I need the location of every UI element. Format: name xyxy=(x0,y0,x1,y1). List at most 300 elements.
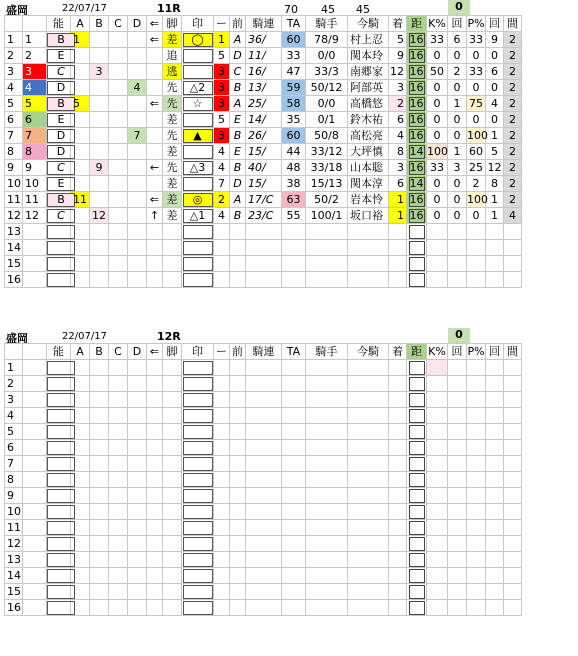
empty-cell[interactable] xyxy=(246,552,282,568)
col-a[interactable]: 1 xyxy=(71,32,90,48)
empty-cell[interactable] xyxy=(147,376,163,392)
empty-cell[interactable] xyxy=(504,360,522,376)
horse-row[interactable] xyxy=(5,80,522,96)
ta-score[interactable] xyxy=(282,240,306,256)
empty-cell[interactable] xyxy=(47,424,71,440)
column-header[interactable]: 間 xyxy=(504,344,522,360)
finish[interactable]: 3 xyxy=(389,80,407,96)
jockey-stats[interactable]: 33/3 xyxy=(306,64,348,80)
empty-cell[interactable] xyxy=(90,408,109,424)
empty-cell[interactable] xyxy=(147,360,163,376)
empty-cell[interactable] xyxy=(486,504,504,520)
column-header[interactable]: A xyxy=(71,344,90,360)
ta-score[interactable]: 33 xyxy=(282,48,306,64)
column-header[interactable]: ー xyxy=(214,344,230,360)
gate-number[interactable]: 10 xyxy=(23,176,47,192)
empty-cell[interactable] xyxy=(147,552,163,568)
empty-cell[interactable] xyxy=(182,600,214,616)
k-percent[interactable]: 0 xyxy=(427,48,448,64)
empty-cell[interactable] xyxy=(214,552,230,568)
gate-number[interactable] xyxy=(23,272,47,288)
gate-number[interactable]: 4 xyxy=(23,80,47,96)
empty-cell[interactable] xyxy=(407,584,427,600)
mark[interactable] xyxy=(182,176,214,192)
column-header[interactable] xyxy=(23,344,47,360)
row-number[interactable]: 6 xyxy=(5,440,23,456)
empty-cell[interactable] xyxy=(306,392,348,408)
empty-cell[interactable] xyxy=(214,584,230,600)
current-jockey[interactable]: 高橋悠 xyxy=(348,96,389,112)
empty-cell[interactable] xyxy=(147,456,163,472)
jockey-combo[interactable]: 16/ xyxy=(246,64,282,80)
empty-cell[interactable] xyxy=(504,376,522,392)
column-header[interactable]: C xyxy=(109,16,128,32)
col-d[interactable] xyxy=(128,160,147,176)
empty-cell[interactable] xyxy=(246,584,282,600)
weight-rank[interactable] xyxy=(214,272,230,288)
ability-rank[interactable] xyxy=(47,96,71,112)
empty-cell[interactable] xyxy=(109,568,128,584)
empty-cell[interactable] xyxy=(282,504,306,520)
empty-cell[interactable] xyxy=(348,504,389,520)
running-style[interactable]: 先 xyxy=(163,96,182,112)
empty-cell[interactable] xyxy=(47,552,71,568)
empty-cell[interactable] xyxy=(214,520,230,536)
empty-cell[interactable] xyxy=(389,424,407,440)
weight-rank[interactable]: 4 xyxy=(214,160,230,176)
empty-cell[interactable] xyxy=(389,392,407,408)
empty-cell[interactable] xyxy=(246,456,282,472)
column-header[interactable]: ⇐ xyxy=(147,344,163,360)
empty-cell[interactable] xyxy=(389,376,407,392)
empty-cell[interactable] xyxy=(467,440,486,456)
p-count[interactable] xyxy=(486,224,504,240)
empty-cell[interactable] xyxy=(448,376,467,392)
col-d[interactable] xyxy=(128,240,147,256)
distance[interactable] xyxy=(407,160,427,176)
weight-rank[interactable]: 5 xyxy=(214,112,230,128)
current-jockey[interactable] xyxy=(348,224,389,240)
empty-cell[interactable] xyxy=(407,456,427,472)
empty-cell[interactable] xyxy=(90,472,109,488)
empty-cell[interactable] xyxy=(90,600,109,616)
empty-cell[interactable] xyxy=(147,472,163,488)
empty-cell[interactable] xyxy=(448,520,467,536)
empty-cell[interactable] xyxy=(128,440,147,456)
horse-row[interactable] xyxy=(5,240,522,256)
empty-cell[interactable] xyxy=(214,568,230,584)
empty-cell[interactable] xyxy=(448,552,467,568)
col-c[interactable] xyxy=(109,192,128,208)
k-percent[interactable]: 0 xyxy=(427,96,448,112)
horse-row[interactable] xyxy=(5,456,522,472)
finish[interactable]: 6 xyxy=(389,112,407,128)
row-number[interactable]: 1 xyxy=(5,32,23,48)
empty-cell[interactable] xyxy=(427,376,448,392)
jockey-stats[interactable]: 33/12 xyxy=(306,144,348,160)
empty-cell[interactable] xyxy=(348,520,389,536)
empty-cell[interactable] xyxy=(163,552,182,568)
p-count[interactable] xyxy=(486,240,504,256)
weight-rank[interactable]: 3 xyxy=(214,80,230,96)
empty-cell[interactable] xyxy=(407,504,427,520)
column-header[interactable]: 回 xyxy=(448,344,467,360)
interval[interactable]: 2 xyxy=(504,192,522,208)
row-number[interactable]: 6 xyxy=(5,112,23,128)
weight-rank[interactable] xyxy=(214,256,230,272)
horse-row[interactable] xyxy=(5,568,522,584)
running-style[interactable]: 差 xyxy=(163,192,182,208)
horse-row[interactable] xyxy=(5,48,522,64)
column-header[interactable]: A xyxy=(71,16,90,32)
ta-score[interactable] xyxy=(282,224,306,240)
empty-cell[interactable] xyxy=(109,424,128,440)
col-c[interactable] xyxy=(109,48,128,64)
weight-rank[interactable]: 4 xyxy=(214,144,230,160)
empty-cell[interactable] xyxy=(486,488,504,504)
weight-rank[interactable]: 3 xyxy=(214,64,230,80)
gate-number[interactable]: 2 xyxy=(23,48,47,64)
p-count[interactable]: 1 xyxy=(486,192,504,208)
col-c[interactable] xyxy=(109,176,128,192)
empty-cell[interactable] xyxy=(348,552,389,568)
ta-score[interactable]: 38 xyxy=(282,176,306,192)
empty-cell[interactable] xyxy=(47,440,71,456)
column-header[interactable]: 騎連 xyxy=(246,16,282,32)
jockey-combo[interactable]: 17/C xyxy=(246,192,282,208)
empty-cell[interactable] xyxy=(128,600,147,616)
ability-rank[interactable] xyxy=(47,112,71,128)
horse-row[interactable] xyxy=(5,520,522,536)
column-header[interactable]: 回 xyxy=(486,344,504,360)
empty-cell[interactable] xyxy=(182,424,214,440)
empty-cell[interactable] xyxy=(214,408,230,424)
gate-number[interactable] xyxy=(23,224,47,240)
k-count[interactable] xyxy=(448,256,467,272)
previous-rank[interactable]: A xyxy=(230,32,246,48)
empty-cell[interactable] xyxy=(230,424,246,440)
col-c[interactable] xyxy=(109,160,128,176)
empty-cell[interactable] xyxy=(47,376,71,392)
p-percent[interactable] xyxy=(467,240,486,256)
row-number[interactable]: 5 xyxy=(5,96,23,112)
column-header[interactable]: 距 xyxy=(407,344,427,360)
horse-row[interactable] xyxy=(5,584,522,600)
empty-cell[interactable] xyxy=(407,376,427,392)
distance[interactable] xyxy=(407,96,427,112)
empty-cell[interactable] xyxy=(214,376,230,392)
interval[interactable]: 2 xyxy=(504,176,522,192)
empty-cell[interactable] xyxy=(467,456,486,472)
running-style[interactable]: 差 xyxy=(163,208,182,224)
horse-row[interactable] xyxy=(5,64,522,80)
column-header[interactable]: D xyxy=(128,344,147,360)
distance[interactable] xyxy=(407,144,427,160)
empty-cell[interactable] xyxy=(147,440,163,456)
empty-cell[interactable] xyxy=(246,408,282,424)
k-percent[interactable]: 33 xyxy=(427,160,448,176)
column-header[interactable]: 脚 xyxy=(163,344,182,360)
empty-cell[interactable] xyxy=(348,472,389,488)
empty-cell[interactable] xyxy=(486,584,504,600)
horse-row[interactable] xyxy=(5,96,522,112)
previous-rank[interactable]: D xyxy=(230,176,246,192)
empty-cell[interactable] xyxy=(128,376,147,392)
horse-row[interactable] xyxy=(5,488,522,504)
col-d[interactable] xyxy=(128,224,147,240)
empty-cell[interactable] xyxy=(90,552,109,568)
distance[interactable] xyxy=(407,128,427,144)
empty-cell[interactable] xyxy=(182,584,214,600)
current-jockey[interactable]: 山本聡 xyxy=(348,160,389,176)
row-number[interactable]: 3 xyxy=(5,392,23,408)
col-b[interactable] xyxy=(90,256,109,272)
empty-cell[interactable] xyxy=(504,424,522,440)
empty-cell[interactable] xyxy=(348,376,389,392)
empty-cell[interactable] xyxy=(163,536,182,552)
empty-cell[interactable] xyxy=(128,424,147,440)
finish[interactable]: 8 xyxy=(389,144,407,160)
empty-cell[interactable] xyxy=(504,504,522,520)
ability-rank[interactable] xyxy=(47,224,71,240)
ability-rank[interactable] xyxy=(47,272,71,288)
empty-cell[interactable] xyxy=(486,392,504,408)
finish[interactable]: 5 xyxy=(389,32,407,48)
trend-arrow[interactable] xyxy=(147,256,163,272)
empty-cell[interactable] xyxy=(47,456,71,472)
k-percent[interactable]: 0 xyxy=(427,176,448,192)
empty-cell[interactable] xyxy=(182,520,214,536)
row-number[interactable]: 4 xyxy=(5,408,23,424)
empty-cell[interactable] xyxy=(246,424,282,440)
previous-rank[interactable]: A xyxy=(230,96,246,112)
row-number[interactable]: 15 xyxy=(5,584,23,600)
empty-cell[interactable] xyxy=(47,472,71,488)
horse-row[interactable] xyxy=(5,504,522,520)
empty-cell[interactable] xyxy=(90,456,109,472)
p-percent[interactable]: 75 xyxy=(467,96,486,112)
empty-cell[interactable] xyxy=(23,520,47,536)
empty-cell[interactable] xyxy=(389,440,407,456)
empty-cell[interactable] xyxy=(282,456,306,472)
empty-cell[interactable] xyxy=(448,568,467,584)
col-b[interactable] xyxy=(90,144,109,160)
column-header[interactable]: TA xyxy=(282,16,306,32)
k-percent[interactable] xyxy=(427,240,448,256)
previous-rank[interactable]: B xyxy=(230,80,246,96)
gate-number[interactable] xyxy=(23,256,47,272)
empty-cell[interactable] xyxy=(504,520,522,536)
column-header[interactable]: 今騎 xyxy=(348,16,389,32)
empty-cell[interactable] xyxy=(230,376,246,392)
k-count[interactable]: 3 xyxy=(448,160,467,176)
row-number[interactable]: 2 xyxy=(5,48,23,64)
empty-cell[interactable] xyxy=(23,552,47,568)
current-jockey[interactable]: 高松亮 xyxy=(348,128,389,144)
ta-score[interactable] xyxy=(282,256,306,272)
empty-cell[interactable] xyxy=(246,536,282,552)
k-count[interactable]: 1 xyxy=(448,144,467,160)
empty-cell[interactable] xyxy=(109,440,128,456)
horse-row[interactable] xyxy=(5,552,522,568)
empty-cell[interactable] xyxy=(348,440,389,456)
row-number[interactable]: 15 xyxy=(5,256,23,272)
p-percent[interactable]: 2 xyxy=(467,176,486,192)
column-header[interactable]: 印 xyxy=(182,16,214,32)
empty-cell[interactable] xyxy=(90,440,109,456)
empty-cell[interactable] xyxy=(389,488,407,504)
horse-row[interactable] xyxy=(5,392,522,408)
k-percent[interactable]: 0 xyxy=(427,192,448,208)
previous-rank[interactable]: B xyxy=(230,208,246,224)
jockey-stats[interactable]: 100/1 xyxy=(306,208,348,224)
mark[interactable] xyxy=(182,80,214,96)
row-number[interactable]: 16 xyxy=(5,600,23,616)
p-percent[interactable]: 60 xyxy=(467,144,486,160)
empty-cell[interactable] xyxy=(448,536,467,552)
empty-cell[interactable] xyxy=(230,360,246,376)
jockey-combo[interactable]: 25/ xyxy=(246,96,282,112)
col-a[interactable]: 5 xyxy=(71,96,90,112)
horse-row[interactable] xyxy=(5,144,522,160)
running-style[interactable]: 差 xyxy=(163,32,182,48)
k-percent[interactable]: 0 xyxy=(427,128,448,144)
column-header[interactable]: D xyxy=(128,16,147,32)
horse-row[interactable] xyxy=(5,128,522,144)
running-style[interactable]: 先 xyxy=(163,160,182,176)
empty-cell[interactable] xyxy=(282,520,306,536)
mark[interactable] xyxy=(182,272,214,288)
column-header[interactable]: 能 xyxy=(47,16,71,32)
p-count[interactable]: 8 xyxy=(486,176,504,192)
running-style[interactable]: 先 xyxy=(163,80,182,96)
finish[interactable] xyxy=(389,256,407,272)
empty-cell[interactable] xyxy=(282,488,306,504)
weight-rank[interactable] xyxy=(214,224,230,240)
jockey-combo[interactable]: 23/C xyxy=(246,208,282,224)
empty-cell[interactable] xyxy=(407,440,427,456)
column-header[interactable] xyxy=(5,344,23,360)
column-header[interactable]: 脚 xyxy=(163,16,182,32)
col-c[interactable] xyxy=(109,256,128,272)
empty-cell[interactable] xyxy=(147,536,163,552)
empty-cell[interactable] xyxy=(163,440,182,456)
empty-cell[interactable] xyxy=(182,568,214,584)
finish[interactable]: 4 xyxy=(389,128,407,144)
empty-cell[interactable] xyxy=(306,552,348,568)
empty-cell[interactable] xyxy=(128,408,147,424)
ta-score[interactable]: 55 xyxy=(282,208,306,224)
col-d[interactable] xyxy=(128,144,147,160)
finish[interactable] xyxy=(389,240,407,256)
empty-cell[interactable] xyxy=(348,568,389,584)
empty-cell[interactable] xyxy=(306,456,348,472)
empty-cell[interactable] xyxy=(486,456,504,472)
col-b[interactable] xyxy=(90,96,109,112)
k-count[interactable]: 0 xyxy=(448,192,467,208)
gate-number[interactable]: 11 xyxy=(23,192,47,208)
k-percent[interactable]: 0 xyxy=(427,112,448,128)
ability-rank[interactable] xyxy=(47,176,71,192)
jockey-combo[interactable]: 36/ xyxy=(246,32,282,48)
p-count[interactable]: 0 xyxy=(486,48,504,64)
ta-score[interactable]: 48 xyxy=(282,160,306,176)
current-jockey[interactable]: 大坪慎 xyxy=(348,144,389,160)
empty-cell[interactable] xyxy=(427,360,448,376)
weight-rank[interactable]: 3 xyxy=(214,128,230,144)
finish[interactable]: 2 xyxy=(389,96,407,112)
empty-cell[interactable] xyxy=(109,360,128,376)
k-count[interactable]: 6 xyxy=(448,32,467,48)
horse-row[interactable] xyxy=(5,472,522,488)
distance[interactable] xyxy=(407,176,427,192)
empty-cell[interactable] xyxy=(389,552,407,568)
column-header[interactable]: 印 xyxy=(182,344,214,360)
jockey-combo[interactable]: 11/ xyxy=(246,48,282,64)
empty-cell[interactable] xyxy=(486,536,504,552)
empty-cell[interactable] xyxy=(147,568,163,584)
empty-cell[interactable] xyxy=(230,392,246,408)
empty-cell[interactable] xyxy=(214,488,230,504)
col-c[interactable] xyxy=(109,128,128,144)
empty-cell[interactable] xyxy=(448,360,467,376)
empty-cell[interactable] xyxy=(128,456,147,472)
k-count[interactable]: 0 xyxy=(448,208,467,224)
empty-cell[interactable] xyxy=(348,360,389,376)
distance[interactable] xyxy=(407,208,427,224)
finish[interactable] xyxy=(389,224,407,240)
current-jockey[interactable] xyxy=(348,272,389,288)
empty-cell[interactable] xyxy=(163,520,182,536)
col-b[interactable] xyxy=(90,240,109,256)
empty-cell[interactable] xyxy=(282,600,306,616)
weight-rank[interactable]: 2 xyxy=(214,192,230,208)
col-b[interactable]: 12 xyxy=(90,208,109,224)
empty-cell[interactable] xyxy=(282,424,306,440)
empty-cell[interactable] xyxy=(109,584,128,600)
empty-cell[interactable] xyxy=(230,472,246,488)
col-b[interactable]: 3 xyxy=(90,64,109,80)
jockey-combo[interactable]: 13/ xyxy=(246,80,282,96)
jockey-stats[interactable] xyxy=(306,240,348,256)
col-d[interactable] xyxy=(128,176,147,192)
empty-cell[interactable] xyxy=(147,600,163,616)
empty-cell[interactable] xyxy=(23,392,47,408)
gate-number[interactable]: 7 xyxy=(23,128,47,144)
empty-cell[interactable] xyxy=(109,488,128,504)
p-percent[interactable] xyxy=(467,256,486,272)
empty-cell[interactable] xyxy=(163,568,182,584)
empty-cell[interactable] xyxy=(182,472,214,488)
empty-cell[interactable] xyxy=(128,488,147,504)
k-percent[interactable]: 50 xyxy=(427,64,448,80)
empty-cell[interactable] xyxy=(230,440,246,456)
empty-cell[interactable] xyxy=(214,360,230,376)
previous-rank[interactable]: B xyxy=(230,160,246,176)
previous-rank[interactable] xyxy=(230,272,246,288)
row-number[interactable]: 13 xyxy=(5,224,23,240)
empty-cell[interactable] xyxy=(246,360,282,376)
column-header[interactable]: 今騎 xyxy=(348,344,389,360)
ability-rank[interactable] xyxy=(47,32,71,48)
col-d[interactable]: 7 xyxy=(128,128,147,144)
empty-cell[interactable] xyxy=(504,488,522,504)
previous-rank[interactable]: D xyxy=(230,48,246,64)
previous-rank[interactable]: C xyxy=(230,64,246,80)
jockey-stats[interactable]: 0/1 xyxy=(306,112,348,128)
interval[interactable]: 2 xyxy=(504,160,522,176)
empty-cell[interactable] xyxy=(467,408,486,424)
